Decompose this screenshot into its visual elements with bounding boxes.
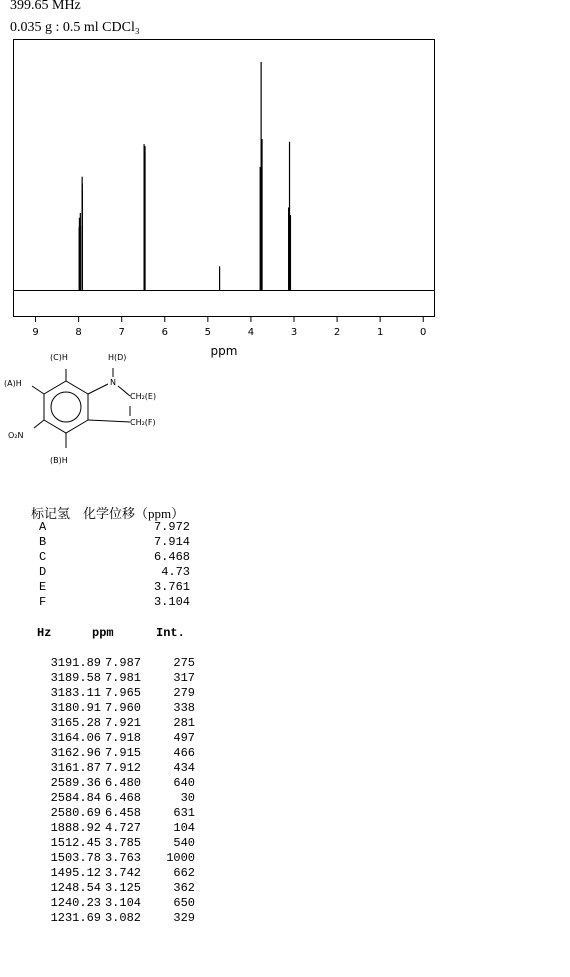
peak-hz: 2580.69: [50, 806, 101, 820]
peak-row: [0, 866, 210, 881]
label-h-d: H(D): [108, 353, 127, 362]
aromatic-circle: [51, 392, 81, 422]
assignment-label: A: [39, 520, 47, 534]
peak-ppm: 6.458: [104, 806, 141, 820]
x-tick-label: 7: [118, 327, 125, 338]
peak-intensity: 434: [173, 761, 195, 775]
peak-ppm: 7.912: [104, 761, 141, 775]
peak-hz: 3161.87: [50, 761, 101, 775]
peak-row: [0, 821, 210, 836]
peak-ppm: 7.987: [104, 656, 141, 670]
peak-hz: 2584.84: [50, 791, 101, 805]
x-axis-ticks: [32, 317, 426, 338]
peak-row: [0, 776, 210, 791]
assignment-row: [0, 535, 200, 550]
peak-header-int: Int.: [156, 626, 185, 640]
peak-hz: 1248.54: [50, 881, 101, 895]
peak-row: [0, 761, 210, 776]
peak-ppm: 7.915: [104, 746, 141, 760]
assignment-label: D: [39, 565, 47, 579]
x-tick-label: 5: [204, 327, 212, 338]
peak-intensity: 279: [173, 686, 195, 700]
assignment-label: F: [39, 595, 47, 609]
peak-intensity: 281: [173, 716, 195, 730]
peak-ppm: 3.785: [104, 836, 141, 850]
peak-ppm: 6.480: [104, 776, 141, 790]
spectrometer-frequency: 399.65 MHz: [10, 0, 81, 13]
x-tick-label: 1: [376, 327, 384, 338]
assignment-label: B: [39, 535, 47, 549]
peak-row: [0, 896, 210, 911]
peak-intensity: 631: [173, 806, 195, 820]
label-o2n: O₂N: [8, 431, 24, 440]
peak-ppm: 4.727: [104, 821, 141, 835]
header-label-h: 标记氢: [31, 506, 71, 521]
label-ch2-e: CH₂(E): [130, 392, 157, 401]
assignment-shift: 7.972: [153, 520, 190, 534]
peak-row: [0, 911, 210, 926]
peak-lines: [79, 62, 290, 290]
peak-hz: 1240.23: [50, 896, 101, 910]
peak-intensity: 317: [173, 671, 195, 685]
assignment-label: C: [39, 550, 47, 564]
peak-ppm: 7.965: [104, 686, 141, 700]
peak-hz: 3189.58: [50, 671, 101, 685]
peak-intensity: 275: [173, 656, 195, 670]
peak-intensity: 640: [173, 776, 195, 790]
assignment-shift: 3.104: [153, 595, 190, 609]
peak-row: [0, 746, 210, 761]
peak-hz: 1503.78: [50, 851, 101, 865]
assignment-row: [0, 550, 200, 565]
x-tick-label: 6: [161, 327, 168, 338]
peak-intensity: 104: [173, 821, 195, 835]
assignment-row: [0, 520, 200, 535]
peak-hz: 1512.45: [50, 836, 101, 850]
peak-intensity: 650: [173, 896, 195, 910]
x-tick-label: 0: [420, 327, 427, 338]
peak-row: [0, 791, 210, 806]
x-tick-label: 2: [333, 327, 341, 338]
peak-row: [0, 716, 210, 731]
peak-row: [0, 806, 210, 821]
label-n: N: [110, 378, 116, 387]
x-tick-label: 3: [290, 327, 298, 338]
peak-row: [0, 731, 210, 746]
assignment-row: [0, 595, 200, 610]
peak-ppm: 3.742: [104, 866, 141, 880]
label-b-h: (B)H: [50, 456, 68, 465]
peak-hz: 3191.89: [50, 656, 101, 670]
peak-intensity: 329: [173, 911, 195, 925]
peak-row: [0, 686, 210, 701]
assignment-shift: 4.73: [161, 565, 190, 579]
peak-hz: 1495.12: [50, 866, 101, 880]
peak-ppm: 3.082: [104, 911, 141, 925]
peak-intensity: 497: [173, 731, 195, 745]
peak-hz: 3183.11: [50, 686, 101, 700]
peak-row: [0, 836, 210, 851]
assignment-shift: 7.914: [153, 535, 190, 549]
nmr-spectrum-chart: [0, 0, 570, 360]
peak-hz: 2589.36: [50, 776, 101, 790]
peak-row: [0, 701, 210, 716]
peak-ppm: 6.468: [104, 791, 141, 805]
peak-intensity: 662: [173, 866, 195, 880]
peak-intensity: 540: [173, 836, 195, 850]
x-tick-label: 8: [75, 327, 82, 338]
header-chemical-shift: 化学位移（ppm）: [83, 506, 185, 521]
peak-hz: 3164.06: [50, 731, 101, 745]
peak-ppm: 3.125: [104, 881, 141, 895]
label-ch2-f: CH₂(F): [130, 418, 156, 427]
peak-hz: 1231.69: [50, 911, 101, 925]
peak-intensity: 1000: [166, 851, 195, 865]
peak-intensity: 338: [173, 701, 195, 715]
peak-hz: 1888.92: [50, 821, 101, 835]
peak-hz: 3165.28: [50, 716, 101, 730]
molecule-structure: [0, 345, 220, 475]
assignment-row: [0, 565, 200, 580]
plot-frame: [14, 40, 435, 317]
peak-hz: 3162.96: [50, 746, 101, 760]
assignment-shift: 6.468: [153, 550, 190, 564]
peak-ppm: 3.104: [104, 896, 141, 910]
peak-intensity: 466: [173, 746, 195, 760]
peak-header-hz: Hz: [37, 626, 52, 640]
x-tick-label: 9: [32, 327, 39, 338]
peak-row: [0, 881, 210, 896]
peak-intensity: 362: [173, 881, 195, 895]
label-c-h: (C)H: [50, 353, 68, 362]
x-tick-label: 4: [247, 327, 255, 338]
assignment-row: [0, 580, 200, 595]
peak-ppm: 7.918: [104, 731, 141, 745]
sample-concentration: 0.035 g : 0.5 ml CDCl₃: [10, 20, 140, 35]
peak-ppm: 7.981: [104, 671, 141, 685]
peak-ppm: 7.960: [104, 701, 141, 715]
peak-ppm: 3.763: [104, 851, 141, 865]
peak-row: [0, 671, 210, 686]
assignment-shift: 3.761: [153, 580, 190, 594]
x-axis-label: ppm: [210, 344, 238, 358]
peak-row: [0, 851, 210, 866]
assignment-label: E: [39, 580, 47, 594]
peak-hz: 3180.91: [50, 701, 101, 715]
peak-row: [0, 656, 210, 671]
label-a-h: (A)H: [4, 379, 22, 388]
peak-header-ppm: ppm: [92, 626, 114, 640]
peak-intensity: 30: [180, 791, 195, 805]
peak-ppm: 7.921: [104, 716, 141, 730]
